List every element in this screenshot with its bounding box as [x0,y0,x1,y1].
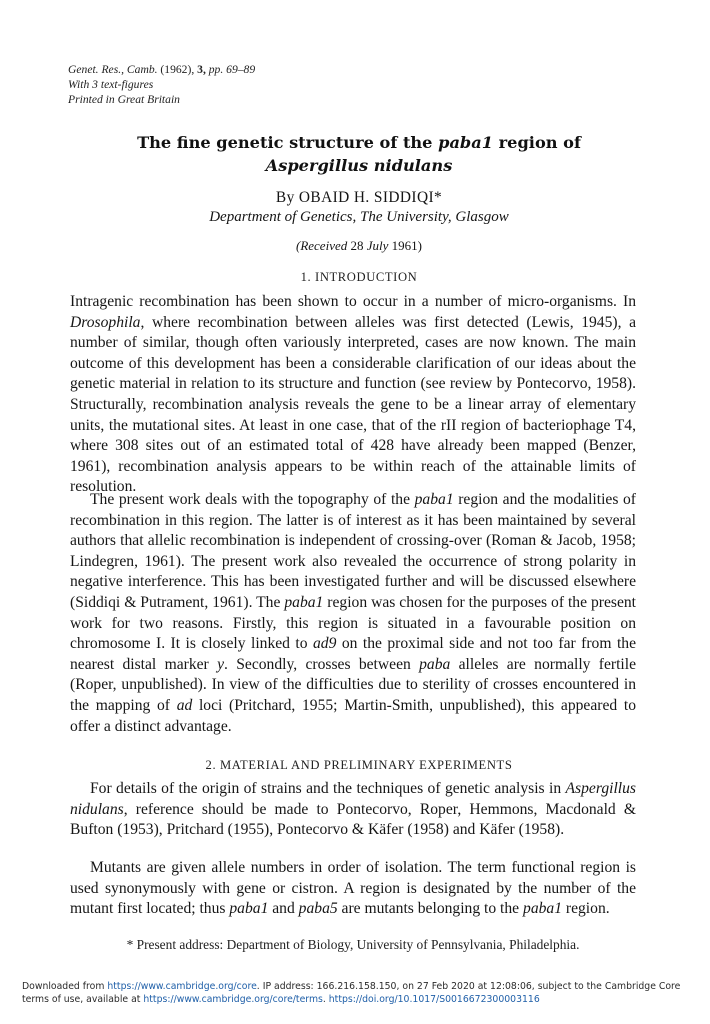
intro-paragraph-1: Intragenic recombination has been shown to occur in a number of micro-organisms. In Drosophila, where recombination between alleles was first detected (Lewis, 1945), a number of similar, though often variously interpreted, cases are now known. The main outcome of this development has been a considerable clarification of our ideas about the genetic material in relation to its structure and function (see review by Pontecorvo, 1958). Structurally, recombination analysis reveals the gene to be a linear array of elementary units, the mutational sites. At least in one case, that of the rII region of bacteriophage T4, where 308 sites out of an estimated total of 428 have already been mapped (Benzer, 1961), recombination analysis appears to be within reach of the attainable limits of resolution. [70,293,636,496]
section-heading-introduction: 1. INTRODUCTION [300,270,418,284]
journal-name: Genet. Res., Camb. [68,63,158,76]
doi-link[interactable]: https://doi.org/10.1017/S0016672300003116 [328,994,540,1005]
citation-year: (1962), [160,63,195,76]
title-line-2: Aspergillus nidulans [265,156,453,175]
citation-volume: 3, [197,63,206,76]
article-title [70,131,648,177]
citation-line [68,62,368,77]
methods-paragraph-2: Mutants are given allele numbers in order of isolation. The term functional region is used synonymously with gene or cistron. A region is designated by the number of the mutant first located; thus paba1 and paba5 are mutants belonging to the paba1 region. [70,859,636,918]
author-affiliation: Department of Genetics, The University, Glasgow [209,209,509,225]
intro-paragraph-2: The present work deals with the topography of the paba1 region and the modalities of recombination in this region. The latter is of interest as it has been maintained by several authors that allelic recombination is independent of crossing-over (Roman & Jacob, 1958; Lindegren, 1961). The present work also revealed the occurrence of strong polarity in negative interference. This has been investigated further and will be discussed elsewhere (Siddiqi & Putrament, 1961). The paba1 region was chosen for the purposes of the present work for two reasons. Firstly, this region is situated in a favourable position on chromosome I. It is closely linked to ad9 on the proximal side and not too far from the nearest distal marker y. Secondly, crosses between paba alleles are normally fertile (Roper, unpublished). In view of the difficulties due to sterility of crosses encountered in the mapping of ad loci (Pritchard, 1955; Martin-Smith, unpublished), this appeared to offer a distinct advantage. [70,491,637,735]
author-line [70,189,648,207]
methods-paragraph-1: For details of the origin of strains and the techniques of genetic analysis in Aspergillus nidulans, reference should be made to Pontecorvo, Roper, Hemmons, Macdonald & Bufton (1953), Pritchard (1955), Pontecorvo & Käfer (1958) and Käfer (1958). [70,780,636,839]
received-date: (Received 28 July 1961) [296,238,422,253]
core-link[interactable]: https://www.cambridge.org/core [107,981,257,992]
journal-citation [68,62,368,107]
citation-printed: Printed in Great Britain [68,93,180,106]
title-gene: paba1 [438,133,494,152]
section-heading-materials: 2. MATERIAL AND PRELIMINARY EXPERIMENTS [205,758,513,772]
author-by: By [275,189,295,206]
citation-figures: With 3 text-figures [68,78,154,91]
terms-link[interactable]: https://www.cambridge.org/core/terms [143,994,323,1005]
download-notice: Downloaded from https://www.cambridge.org/core. IP address: 166.216.158.150, on 27 Feb 2020 at 12:08:06, subject to the Cambridge Core terms of use, available at https://www.cambridge.org/core/terms. https://doi.org/10.1017/S0016672300003116 [22,981,681,1005]
footnote: * Present address: Department of Biology, University of Pennsylvania, Philadelphia. [126,937,580,952]
citation-pages: pp. 69–89 [208,63,256,76]
title-line-1: The fine genetic structure of the paba1 region of [137,133,581,152]
author-name: OBAID H. SIDDIQI* [298,189,443,206]
